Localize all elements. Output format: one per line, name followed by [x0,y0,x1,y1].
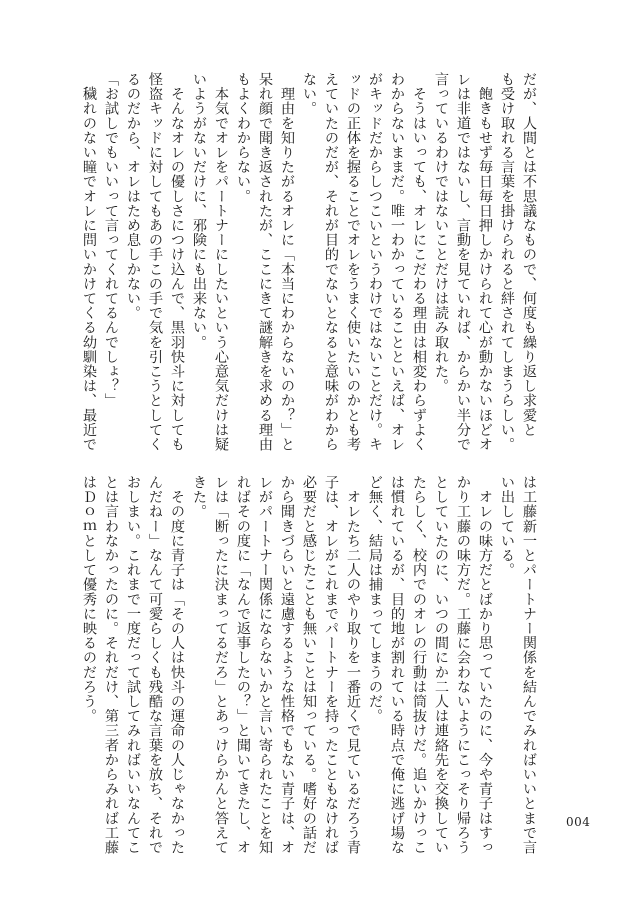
text-line: ればその度に「なんで返事したの？」と聞いてきたし、オ [235,475,251,855]
text-block-bottom [81,475,540,855]
text-line: 必要だと感じたことも無いことは知っている。嗜好の話だ [301,475,317,855]
text-line: 呆れ顔で聞き返されたが、ここにきて謎解きを求める理由 [257,72,273,452]
text-line: わからないままだ。唯一わかっていることといえば、オレ [389,72,405,452]
text-line: レは非道ではないし、言動を見ていれば、からかい半分で [455,72,471,452]
text-line: は慣れているが、目的地が割れている時点で俺に逃げ場な [389,475,405,855]
text-line: ど無く、結局は捕まってしまうのだ。 [367,475,383,724]
text-line: レは「断ったに決まってるだろ」とあっけらかんと答えて [213,475,229,855]
text-line: 怪盗キッドに対してもあの手この手で気を引こうとしてく [147,72,163,452]
text-line: そんなオレの優しさにつけ込んで、黒羽快斗に対しても [169,72,185,452]
text-line: そうはいっても、オレにこだわる理由は相変わらずよく [411,72,427,452]
text-line: オレたち二人のやり取りを一番近くで見ているだろう青 [345,475,361,855]
text-block-top [81,72,540,462]
text-line: としていたのに、いつの間にか二人は連絡先を交換してい [433,475,449,855]
text-line: その度に青子は「その人は快斗の運命の人じゃなかった [169,475,185,855]
text-line: は工藤新一とパートナー関係を結んでみればいいとまで言 [521,475,537,855]
text-line: んだねー」なんて可愛らしくも残酷な言葉を放ち、それで [147,475,163,855]
text-line: 本気でオレをパートナーにしたいという心意気だけは疑 [213,72,229,452]
text-line: から聞きづらいと遠慮するような性格でもない青子は、オ [279,475,295,855]
text-line: も受け取れる言葉を掛けられると絆されてしまうらしい。 [499,72,515,452]
text-line: い出している。 [499,475,515,578]
text-line: かり工藤の味方だ。工藤に会わないようにこっそり帰ろう [455,475,471,855]
text-line: 言っているわけではないことだけは読み取れた。 [433,72,449,394]
text-line: もよくわからない。 [235,72,251,204]
text-line: おしまい。これまで一度だって試してみればいいなんてこ [125,475,141,855]
page-number: 004 [566,815,591,829]
text-line: いようがないだけに、邪険にも出来ない。 [191,72,207,350]
text-line: るのだから、オレはため息しかない。 [125,72,141,321]
text-line: 理由を知りたがるオレに「本当にわからないのか？」と [279,72,295,452]
text-line: だが、人間とは不思議なもので、何度も繰り返し求愛と [521,72,537,437]
text-line: はＤｏｍとして優秀に映るのだろう。 [81,475,97,724]
text-line: オレの味方だとばかり思っていたのに、今や青子はすっ [477,475,493,855]
text-line: きた。 [191,475,207,519]
text-line: えていたのだが、それが目的でないとなると意味がわから [323,72,339,452]
text-line: とは言わなかったのに。それだけ、第三者からみれば工藤 [103,475,119,855]
text-line: 子は、オレがこれまでパートナーを持ったこともなければ [323,475,339,855]
text-line: がキッドだからしつこいというわけではないことだけ。キ [367,72,383,452]
text-line: ない。 [301,72,317,116]
text-line: レがパートナー関係にならないかと言い寄られたことを知 [257,475,273,855]
text-line: 穢れのない瞳でオレに問いかけてくる幼馴染は、最近で [81,72,97,452]
text-line: 「お試しでもいいって言ってくれてるんでしょ？」 [103,72,119,408]
text-line: 飽きもせず毎日毎日押しかけられて心が動かないほどオ [477,72,493,452]
text-line: ッドの正体を握ることでオレをうまく使いたいのかとも考 [345,72,361,452]
text-line: たらしく、校内でのオレの行動は筒抜けだ。追いかけっこ [411,475,427,855]
